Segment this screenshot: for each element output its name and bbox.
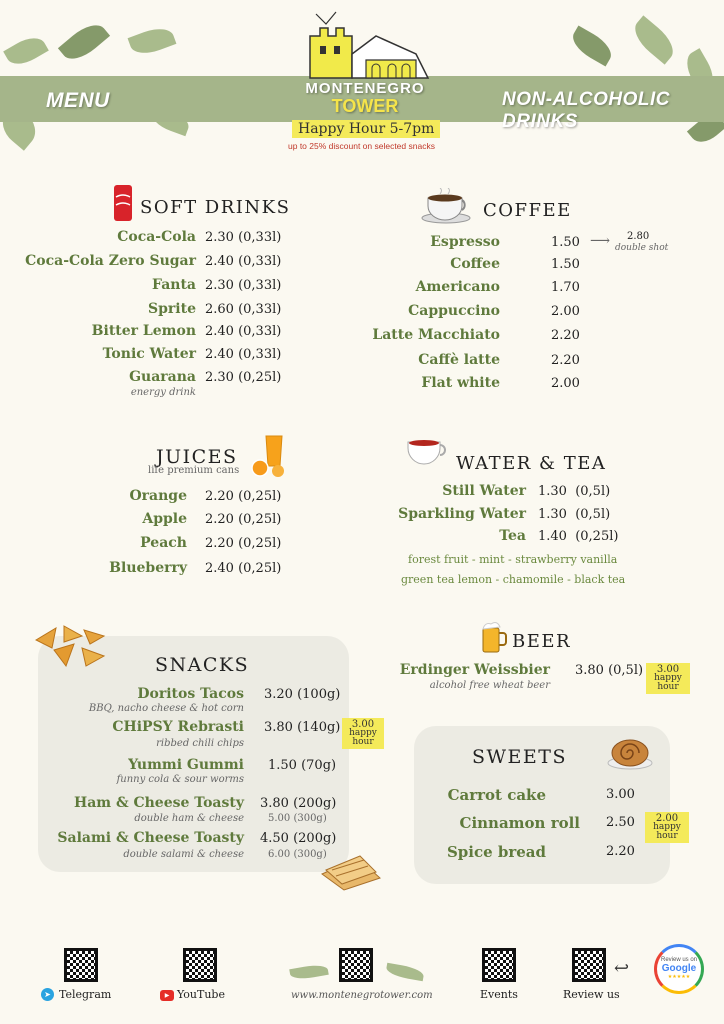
arrow-icon: ⟶: [590, 233, 611, 249]
menu-item-name: Guarana: [129, 369, 196, 385]
menu-item-price: 1.50: [551, 257, 580, 272]
youtube-link[interactable]: YouTube: [177, 988, 225, 1001]
menu-item-name: Bitter Lemon: [91, 323, 196, 339]
beer-title: BEER: [512, 631, 572, 652]
menu-item-price: 2.60 (0,33l): [205, 302, 282, 317]
menu-item-name: Salami & Cheese Toasty: [57, 830, 244, 846]
tea-flavors-line: green tea lemon - chamomile - black tea: [401, 573, 626, 586]
menu-item-price: 1.70: [551, 280, 580, 295]
happy-hour-label: happy hour: [653, 822, 681, 841]
rating-stars-icon: ★★★★★: [667, 974, 691, 980]
menu-item-price: 2.00: [551, 376, 580, 391]
leaf-decoration: [58, 17, 110, 66]
menu-item-name: Sparkling Water: [398, 506, 526, 522]
menu-item-name: Espresso: [430, 234, 500, 250]
leaf-decoration: [628, 15, 680, 64]
tea-cup-icon: [406, 438, 452, 468]
google-logo-icon: Google: [661, 963, 697, 974]
leaf-decoration: [128, 23, 177, 59]
google-badge-caption: Review us on: [660, 957, 698, 963]
cinnamon-roll-icon: [606, 733, 654, 771]
beer-mug-icon: [480, 620, 508, 654]
menu-item-price: 2.20 (0,25l): [205, 536, 282, 551]
happy-hour-price: 3.00: [656, 664, 680, 675]
events-qr-code[interactable]: [482, 948, 516, 982]
menu-item-name: Blueberry: [109, 560, 187, 576]
menu-item-price: 2.30 (0,33l): [205, 230, 282, 245]
category-title: NON-ALCOHOLIC DRINKS: [502, 89, 670, 132]
menu-item-price: 2.20 (0,25l): [205, 489, 282, 504]
juices-subtitle: life premium cans: [148, 465, 240, 476]
brand-subname: TOWER: [331, 96, 399, 116]
soft-drinks-title: SOFT DRINKS: [140, 197, 291, 218]
juices-title: JUICES: [156, 446, 238, 468]
coca-cola-can-icon: [112, 183, 134, 223]
menu-item-note: double salami & cheese: [123, 849, 244, 860]
tortilla-chips-icon: [34, 620, 108, 670]
curved-arrow-icon: ↩: [614, 958, 630, 979]
menu-item-name: Carrot cake: [447, 786, 546, 804]
menu-item-price: 1.50 (70g): [268, 758, 337, 773]
menu-item-name: Yummi Gummi: [128, 757, 244, 773]
menu-item-note: ribbed chili chips: [156, 738, 244, 749]
menu-title: MENU: [46, 89, 110, 112]
website-qr-code[interactable]: [339, 948, 373, 982]
menu-item-double-price: 5.00 (300g): [268, 813, 327, 824]
menu-item-price: 2.20: [551, 353, 580, 368]
menu-item-price: 3.80 (140g): [264, 720, 341, 735]
menu-item-note: BBQ, nacho cheese & hot corn: [88, 703, 244, 714]
menu-item-price: 2.40 (0,25l): [205, 561, 282, 576]
menu-item-name: Americano: [415, 279, 500, 295]
menu-item-name: Tea: [499, 528, 526, 544]
google-review-badge[interactable]: [654, 944, 704, 994]
menu-item-price: 2.30 (0,25l): [205, 370, 282, 385]
menu-item-name: Cappuccino: [408, 303, 500, 319]
orange-juice-icon: [250, 434, 288, 478]
tea-flavors-line: forest fruit - mint - strawberry vanilla: [408, 553, 618, 566]
menu-item-price: 2.40 (0,33l): [205, 324, 282, 339]
menu-item-price: 2.20: [551, 328, 580, 343]
menu-item-price: 2.50: [606, 815, 635, 830]
youtube-qr-code[interactable]: [183, 948, 217, 982]
menu-item-price: 2.40 (0,33l): [205, 254, 282, 269]
menu-item-double-price: 6.00 (300g): [268, 849, 327, 860]
menu-item-note: alcohol free wheat beer: [429, 680, 550, 691]
happy-hour-label: happy hour: [349, 728, 377, 747]
review-qr-code[interactable]: [572, 948, 606, 982]
menu-item-name: Latte Macchiato: [372, 327, 500, 343]
menu-item-name: CHiPSY Rebrasti: [112, 719, 244, 735]
happy-hour-price-badge: [342, 718, 384, 749]
menu-item-name: Caffè latte: [418, 352, 500, 368]
sweets-title: SWEETS: [472, 746, 567, 768]
leaf-decoration: [385, 963, 425, 981]
brand-name: MONTENEGRO: [305, 80, 425, 97]
snacks-title: SNACKS: [155, 654, 250, 676]
menu-item-note: double ham & cheese: [134, 813, 244, 824]
menu-item-name: Peach: [140, 535, 187, 551]
leaf-decoration: [567, 25, 616, 66]
menu-item-name: Apple: [142, 511, 187, 527]
website-link[interactable]: www.montenegrotower.com: [291, 990, 433, 1001]
menu-item-name: Spice bread: [446, 843, 546, 861]
menu-item-note: funny cola & sour worms: [116, 774, 244, 785]
menu-item-name: Still Water: [442, 483, 526, 499]
happy-hour-price: 2.00: [655, 813, 679, 824]
menu-item-price: 4.50 (200g): [260, 831, 337, 846]
menu-item-price: 1.40 (0,25l): [538, 529, 619, 544]
events-link[interactable]: Events: [480, 988, 518, 1001]
toasty-sandwich-icon: [318, 852, 384, 892]
review-link[interactable]: Review us: [563, 988, 620, 1001]
water-tea-title: WATER & TEA: [456, 453, 607, 474]
happy-hour-banner: Happy Hour 5-7pm: [292, 120, 440, 138]
menu-item-name: Flat white: [421, 375, 500, 391]
menu-item-price: 2.40 (0,33l): [205, 347, 282, 362]
menu-item-extra-note: double shot: [615, 243, 669, 253]
happy-hour-label: happy hour: [654, 673, 682, 692]
menu-item-name: Orange: [129, 488, 187, 504]
menu-item-price: 2.20 (0,25l): [205, 512, 282, 527]
happy-hour-price: 3.00: [351, 719, 375, 730]
menu-item-name: Cinnamon roll: [459, 814, 580, 832]
leaf-decoration: [3, 31, 49, 70]
menu-item-price: 3.20 (100g): [264, 687, 341, 702]
happy-hour-price-badge: [645, 812, 689, 843]
telegram-qr-code[interactable]: [64, 948, 98, 982]
menu-item-price: 1.30 (0,5l): [538, 507, 611, 522]
menu-item-name: Coffee: [450, 256, 500, 272]
menu-item-price: 3.80 (0,5l): [575, 663, 644, 678]
menu-item-note: energy drink: [130, 387, 196, 398]
telegram-link[interactable]: Telegram: [59, 988, 112, 1001]
menu-item-name: Sprite: [148, 301, 196, 317]
menu-item-name: Doritos Tacos: [137, 686, 244, 702]
discount-note: up to 25% discount on selected snacks: [288, 141, 435, 151]
menu-item-extra-price: 2.80: [627, 231, 650, 242]
coffee-title: COFFEE: [483, 200, 572, 221]
youtube-icon: ▶: [160, 990, 174, 1001]
menu-item-price: 3.00: [606, 787, 635, 802]
menu-item-price: 2.20: [606, 844, 635, 859]
menu-item-price: 1.30 (0,5l): [538, 484, 611, 499]
menu-item-price: 3.80 (200g): [260, 796, 337, 811]
menu-item-name: Fanta: [152, 277, 196, 293]
tower-logo-icon: [306, 8, 430, 80]
leaf-decoration: [289, 963, 329, 981]
menu-item-price: 2.00: [551, 304, 580, 319]
happy-hour-price-badge: [646, 663, 690, 694]
menu-item-name: Tonic Water: [102, 346, 196, 362]
telegram-icon: ➤: [41, 988, 54, 1001]
menu-item-name: Erdinger Weissbier: [399, 662, 550, 678]
menu-item-name: Coca-Cola: [117, 229, 196, 245]
menu-item-price: 2.30 (0,33l): [205, 278, 282, 293]
menu-item-name: Ham & Cheese Toasty: [73, 795, 244, 811]
menu-item-price: 1.50: [551, 235, 580, 250]
coffee-cup-icon: [420, 188, 474, 224]
menu-item-name: Coca-Cola Zero Sugar: [25, 253, 196, 269]
